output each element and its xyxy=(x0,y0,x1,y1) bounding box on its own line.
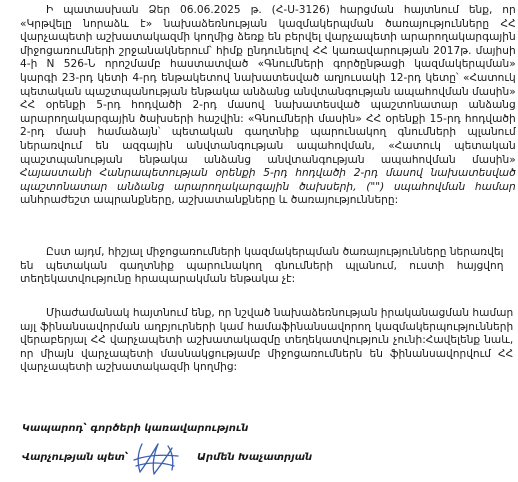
text-line: վարչապետի աշխատակազմի կողմից: xyxy=(20,361,238,374)
text-line: 4-ի N 526-Ն որոշմամբ հաստատված «Գնումների գործընթացի կազմակերպման» xyxy=(20,58,516,71)
text-line: ներառվում են ազգային անվտանգության ապահովման, «Հատուկ պետական xyxy=(20,139,516,152)
signature-image xyxy=(128,436,186,478)
text-line: ՀՀ օրենքի 5-րդ հոդվածի 2-րդ մասով նախատեսված պաշտոնատար անձանց xyxy=(20,99,516,112)
department-title: Կապարոդ՝ գործերի կառավարություն xyxy=(22,423,249,434)
text-line: պաշտպանության ենթակա անձանց անվտանգության ապահովման մասին» xyxy=(20,153,516,166)
text-line: են պետական գաղտնիք պարունակող գնումների պլանում, ուստի հայցվող xyxy=(20,259,504,272)
text-line: վերաբերյալ ՀՀ վարչապետի աշխատակազմը տեղեկատվություն չունի:Հավելենք նաև, xyxy=(20,334,514,347)
text-line: Ըստ այդմ, հիշյալ միջոցառումների կազմակերպման ծառայությունները ներառվել xyxy=(46,246,504,258)
text-line: տեղեկատվությունը հրապարակման ենթակա չէ: xyxy=(20,273,296,286)
signatory-name: Արմեն Խաչատրյան xyxy=(197,452,313,463)
text-line: պետական պաշտպանության ենթակա անձանց անվտանգության ապահովման մասին» xyxy=(20,85,516,98)
text-line: Միաժամանակ հայտնում ենք, որ նշված նախաձեռնության իրականացման համար xyxy=(46,307,514,319)
text-line: միջոցառումների շրջանակներում՝ հիմք ընդունելով ՀՀ կառավարության 2017թ. մայիսի xyxy=(20,44,516,57)
text-line: արարողակարգային ծախսերի հաշվին: «Գնումների մասին» ՀՀ օրենքի 15-րդ հոդվածի xyxy=(20,112,516,125)
text-line: այլ ֆինանսավորման աղբյուրների կամ համաֆինանսավորող կազմակերպությունների xyxy=(20,320,514,333)
text-line: Հայաստանի Հանրապետության օրենքի 5-րդ հոդվածի 2-րդ մասով նախատեսված xyxy=(20,167,516,180)
text-line: Ի պատասխան Ձեր 06.06.2025 թ. (Հ-Ս-3126) հարցման հայտնում ենք, որ xyxy=(46,4,516,16)
paragraph-1 xyxy=(20,4,516,208)
text-line: «Կրթվելը նորաձև է» նախաձեռնության կազմակերպման ծառայությունները ՀՀ xyxy=(20,17,516,30)
paragraph-3 xyxy=(20,307,513,375)
text-line: կարգի 23-րդ կետի 4-րդ ենթակետով նախատեսված աղյուսակի 12-րդ կետը՝ «Հատուկ xyxy=(20,71,516,84)
text-line: 2-րդ մասի համաձայն՝ պետական գաղտնիք պարունակող գնումների պլանում xyxy=(20,126,516,139)
paragraph-2 xyxy=(20,246,503,287)
text-line: վարչապետի աշխատակազմի կողմից ձեռք են բերվել վարչապետի արարողակարգային xyxy=(20,31,516,44)
signatory-role: Վարչության պետ՝ xyxy=(22,452,129,463)
text-line: անհրաժեշտ ապրանքները, աշխատանքները և ծառայությունները: xyxy=(20,194,399,207)
text-line: որ միայն վարչապետի մասնակցությամբ միջոցառումներն են ֆինանսավորվում ՀՀ xyxy=(20,347,514,360)
text-line: պաշտոնատար անձանց արարողակարգային ծախսերի, ("") սպահովման համար xyxy=(20,180,516,193)
